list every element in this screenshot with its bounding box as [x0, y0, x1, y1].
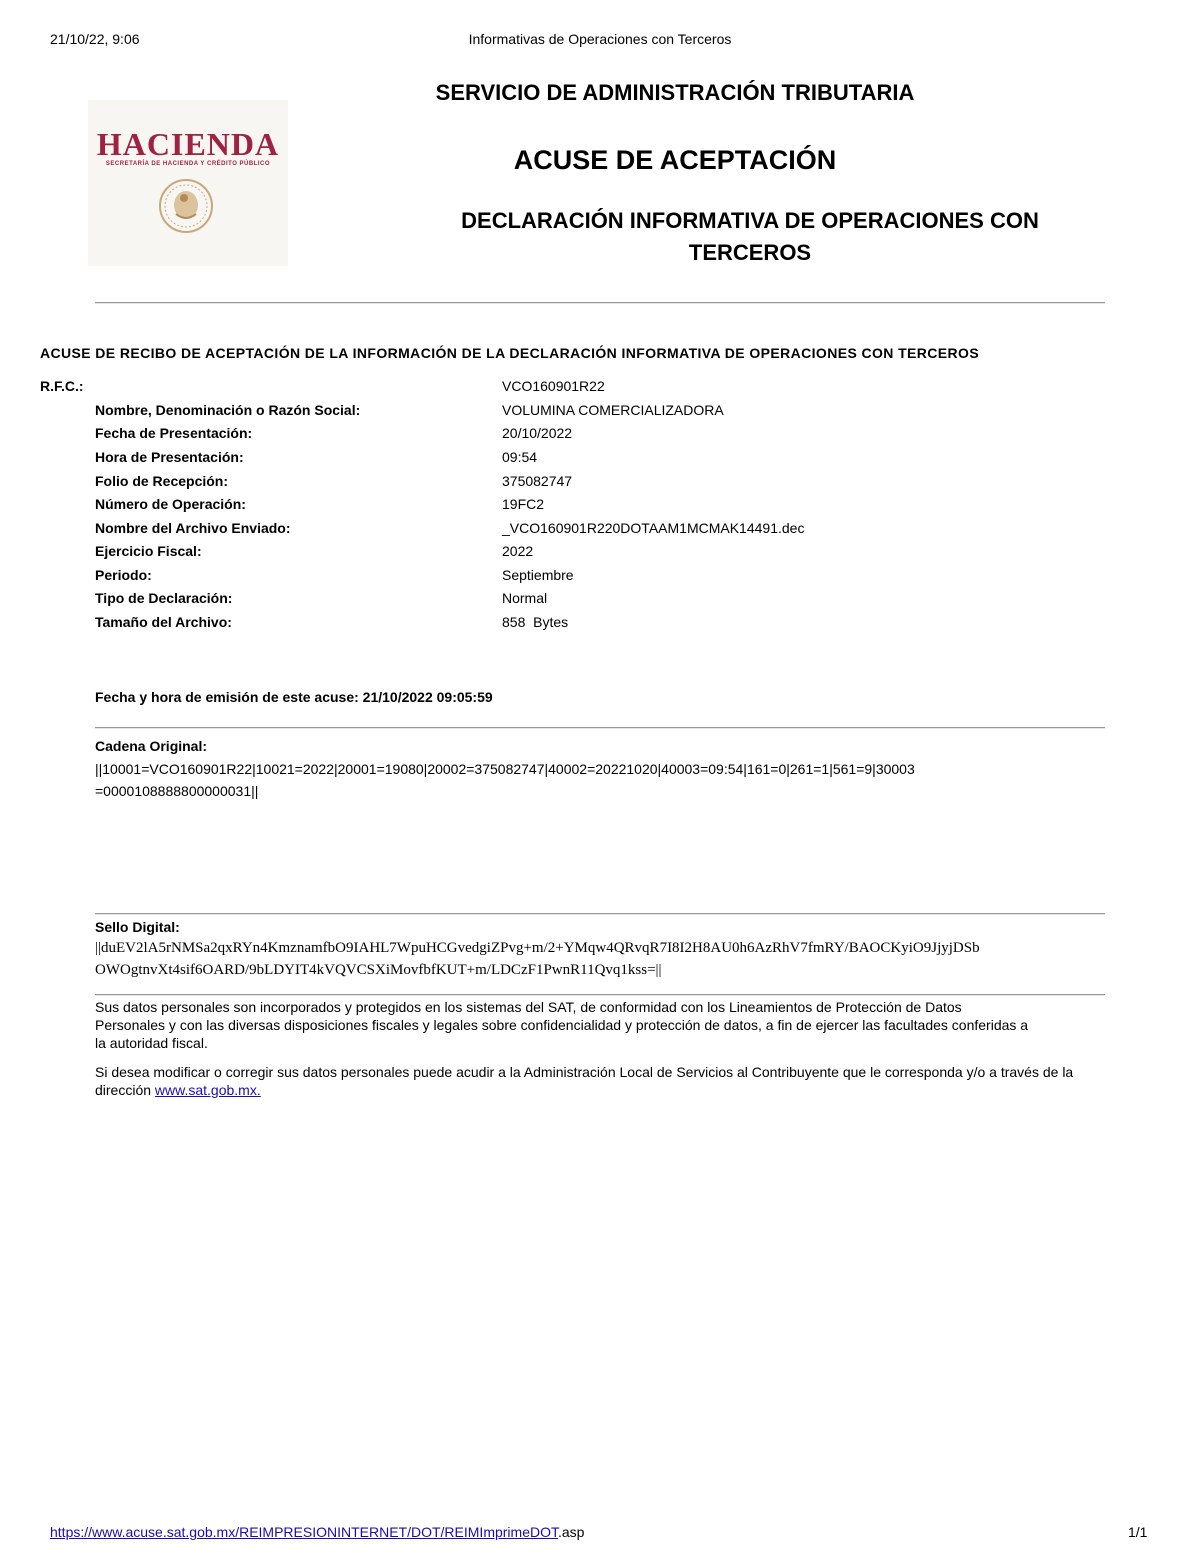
logo-subtitle: SECRETARÍA DE HACIENDA Y CRÉDITO PÚBLICO [105, 161, 271, 167]
divider [95, 913, 1105, 915]
field-label-periodo: Periodo: [95, 567, 152, 583]
divider [95, 994, 1105, 996]
cadena-line: ||10001=VCO160901R22|10021=2022|20001=19080|20002=375082747|40002=20221020|40003=09:54|161=0|261=1|561=9|30003 [95, 761, 915, 777]
field-label-hora: Hora de Presentación: [95, 449, 244, 465]
field-value-operacion: 19FC2 [502, 496, 545, 512]
field-label-operacion: Número de Operación: [95, 496, 246, 512]
field-value-hora: 09:54 [502, 449, 538, 465]
print-page-title: Informativas de Operaciones con Terceros [468, 31, 732, 47]
sello-line: OWOgtnvXt4sif6OARD/9bLDYIT4kVQVCSXiMovfbfKUT+m/LDCzF1PwnR11Qvq1kss=|| [95, 962, 662, 978]
acuse-heading: ACUSE DE ACEPTACIÓN [513, 145, 837, 175]
print-page-number: 1/1 [1128, 1524, 1148, 1540]
field-label-ejercicio: Ejercicio Fiscal: [95, 543, 202, 559]
sello-label: Sello Digital: [95, 919, 180, 935]
field-value-periodo: Septiembre [502, 567, 574, 583]
field-value-tipo: Normal [502, 590, 548, 606]
sello-digital [95, 937, 1035, 981]
page-url-suffix: .asp [558, 1524, 585, 1540]
cadena-line: =0000108888800000031|| [95, 783, 259, 799]
national-seal-icon [158, 178, 214, 234]
field-label-razon-social: Nombre, Denominación o Razón Social: [95, 402, 361, 418]
cadena-original [95, 758, 1035, 802]
divider [95, 727, 1105, 729]
field-value-rfc: VCO160901R22 [502, 378, 605, 394]
privacy-contact-paragraph [95, 1063, 1095, 1099]
sello-line: ||duEV2lA5rNMSa2qxRYn4KmznamfbO9IAHL7WpuHCGvedgiZPvg+m/2+YMqw4QRvqR7I8I2H8AU0h6AzRhV7fmRY/BAOCKyiO9JjyjDSb [95, 940, 980, 956]
sat-heading: SERVICIO DE ADMINISTRACIÓN TRIBUTARIA [435, 80, 915, 105]
declaracion-heading-line2: TERCEROS [688, 240, 812, 265]
page-url-link[interactable]: https://www.acuse.sat.gob.mx/REIMPRESIONINTERNET/DOT/REIMImprimeDOT [50, 1524, 558, 1540]
sat-website-link[interactable]: www.sat.gob.mx. [154, 1082, 261, 1098]
field-value-fecha: 20/10/2022 [502, 425, 573, 441]
field-label-rfc: R.F.C.: [40, 378, 84, 394]
privacy-paragraph: Sus datos personales son incorporados y protegidos en los sistemas del SAT, de conformidad con los Lineamientos de Protección de Datos Personales y con las diversas disposiciones fiscales y legales sobre confidencialidad y protección de datos, a fin de ejercer las facultades conferidas a la autoridad fiscal. [95, 999, 1029, 1051]
field-value-razon-social: VOLUMINA COMERCIALIZADORA [502, 402, 724, 418]
field-value-archivo: _VCO160901R220DOTAAM1MCMAK14491.dec [502, 520, 805, 536]
cadena-label: Cadena Original: [95, 738, 208, 754]
field-label-archivo: Nombre del Archivo Enviado: [95, 520, 291, 536]
divider [95, 302, 1105, 304]
field-value-ejercicio: 2022 [502, 543, 534, 559]
field-value-folio: 375082747 [502, 473, 573, 489]
declaracion-heading-line1: DECLARACIÓN INFORMATIVA DE OPERACIONES CON [461, 208, 1039, 233]
logo-wordmark: HACIENDA [96, 126, 280, 162]
field-value-tamano: 858 Bytes [502, 614, 569, 630]
print-datetime: 21/10/22, 9:06 [50, 31, 140, 47]
declaracion-heading [380, 205, 1120, 269]
section-title: ACUSE DE RECIBO DE ACEPTACIÓN DE LA INFORMACIÓN DE LA DECLARACIÓN INFORMATIVA DE OPERACIONES CON TERCEROS [40, 345, 980, 361]
print-footer-url [50, 1524, 584, 1540]
field-label-fecha: Fecha de Presentación: [95, 425, 253, 441]
field-label-tamano: Tamaño del Archivo: [95, 614, 232, 630]
privacy-contact-text: Si desea modificar o corregir sus datos personales puede acudir a la Administración Local de Servicios al Contribuyente que le corresponda y/o a través de la dirección [95, 1064, 1074, 1098]
emission-datetime: Fecha y hora de emisión de este acuse: 21/10/2022 09:05:59 [95, 689, 493, 705]
hacienda-logo [88, 100, 288, 266]
field-label-folio: Folio de Recepción: [95, 473, 229, 489]
field-label-tipo: Tipo de Declaración: [95, 590, 233, 606]
